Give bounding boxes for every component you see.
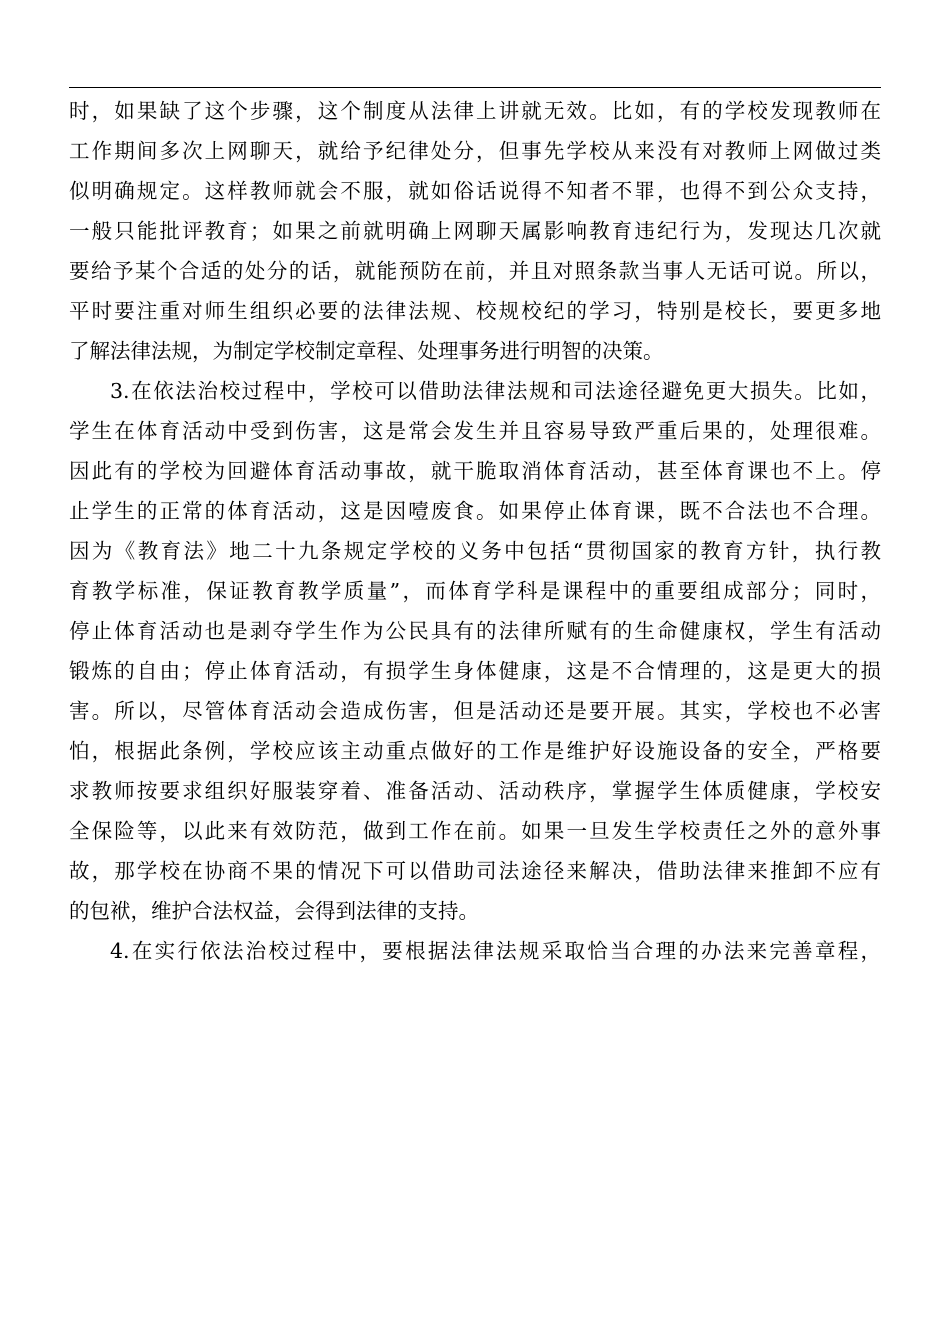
text-line: 停止体育活动也是剥夺学生作为公民具有的法律所赋有的生命健康权，学生有活动 bbox=[69, 619, 881, 643]
paragraph-item-4 bbox=[69, 931, 881, 971]
text-line: 锻炼的自由；停止体育活动，有损学生身体健康，这是不合情理的，这是更大的损 bbox=[69, 659, 881, 683]
text-line: 时，如果缺了这个步骤，这个制度从法律上讲就无效。比如，有的学校发现教师在 bbox=[69, 99, 881, 123]
header-rule bbox=[69, 87, 881, 88]
text-line: 怕，根据此条例，学校应该主动重点做好的工作是维护好设施设备的安全，严格要 bbox=[69, 739, 881, 763]
text-line: 学生在体育活动中受到伤害，这是常会发生并且容易导致严重后果的，处理很难。 bbox=[69, 419, 881, 443]
text-line: 求教师按要求组织好服装穿着、准备活动、活动秩序，掌握学生体质健康，学校安 bbox=[69, 779, 881, 803]
text-line: 育教学标准，保证教育教学质量”，而体育学科是课程中的重要组成部分；同时， bbox=[69, 579, 881, 603]
text-line: 害。所以，尽管体育活动会造成伤害，但是活动还是要开展。其实，学校也不必害 bbox=[69, 699, 881, 723]
paragraph-continuation bbox=[69, 91, 881, 371]
text-line: 一般只能批评教育；如果之前就明确上网聊天属影响教育违纪行为，发现达几次就 bbox=[69, 219, 881, 243]
text-line: 平时要注重对师生组织必要的法律法规、校规校纪的学习，特别是校长，要更多地 bbox=[69, 299, 881, 323]
text-line: 工作期间多次上网聊天，就给予纪律处分，但事先学校从来没有对教师上网做过类 bbox=[69, 139, 881, 163]
text-line: 因此有的学校为回避体育活动事故，就干脆取消体育活动，甚至体育课也不上。停 bbox=[69, 459, 881, 483]
text-line: 全保险等，以此来有效防范，做到工作在前。如果一旦发生学校责任之外的意外事 bbox=[69, 819, 881, 843]
text-line: 4.在实行依法治校过程中，要根据法律法规采取恰当合理的办法来完善章程， bbox=[110, 939, 881, 963]
text-line: 因为《教育法》地二十九条规定学校的义务中包括“贯彻国家的教育方针，执行教 bbox=[69, 539, 881, 563]
text-line: 故，那学校在协商不果的情况下可以借助司法途径来解决，借助法律来推卸不应有 bbox=[69, 859, 881, 883]
text-line: 了解法律法规，为制定学校制定章程、处理事务进行明智的决策。 bbox=[69, 339, 664, 363]
document-body bbox=[69, 91, 881, 971]
text-line: 3.在依法治校过程中，学校可以借助法律法规和司法途径避免更大损失。比如， bbox=[110, 379, 881, 403]
paragraph-item-3 bbox=[69, 371, 881, 931]
text-line: 要给予某个合适的处分的话，就能预防在前，并且对照条款当事人无话可说。所以， bbox=[69, 259, 881, 283]
text-line: 似明确规定。这样教师就会不服，就如俗话说得不知者不罪，也得不到公众支持， bbox=[69, 179, 881, 203]
text-line: 止学生的正常的体育活动，这是因噎废食。如果停止体育课，既不合法也不合理。 bbox=[69, 499, 881, 523]
text-line: 的包袱，维护合法权益，会得到法律的支持。 bbox=[69, 899, 479, 923]
